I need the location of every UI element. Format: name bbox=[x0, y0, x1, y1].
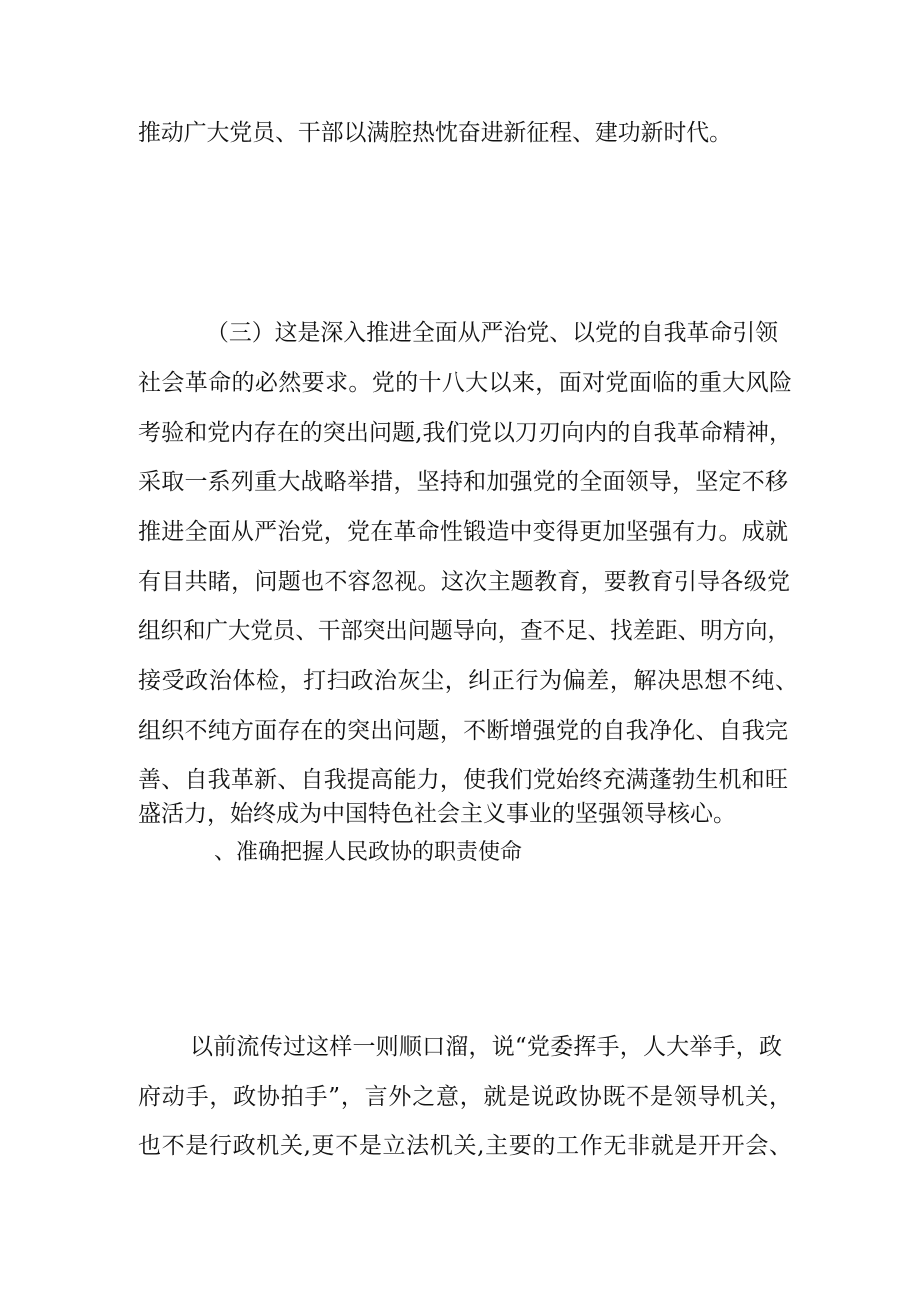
text-line: 有目共睹，问题也不容忽视。这次主题教育，要教育引导各级党 bbox=[138, 569, 790, 595]
text-line: 接受政治体检，打扫政治灰尘，纠正行为偏差，解决思想不纯、 bbox=[138, 668, 798, 694]
text-line: （三）这是深入推进全面从严治党、以党的自我革命引领 bbox=[206, 320, 778, 346]
text-line: 推进全面从严治党，党在革命性锻造中变得更加坚强有力。成就 bbox=[138, 519, 788, 545]
text-line: 考验和党内存在的突出问题,我们党以刀刃向内的自我革命精神， bbox=[138, 420, 792, 446]
text-line: 以前流传过这样一则顺口溜，说“党委挥手，人大举手，政 bbox=[190, 1034, 782, 1060]
text-line: 也不是行政机关,更不是立法机关,主要的工作无非就是开开会、 bbox=[138, 1133, 792, 1159]
text-line: 善、自我革新、自我提高能力，使我们党始终充满蓬勃生机和旺 bbox=[138, 767, 788, 793]
text-line: 盛活力，始终成为中国特色社会主义事业的坚强领导核心。 bbox=[138, 801, 736, 827]
text-line: 组织不纯方面存在的突出问题，不断增强党的自我净化、自我完 bbox=[138, 718, 788, 744]
section-heading: 、准确把握人民政协的职责使命 bbox=[214, 840, 523, 865]
text-line: 采取一系列重大战略举措，坚持和加强党的全面领导，坚定不移 bbox=[138, 469, 788, 495]
text-line: 组织和广大党员、干部突出问题导向，查不足、找差距、明方向， bbox=[138, 618, 790, 644]
text-line: 社会革命的必然要求。党的十八大以来，面对党面临的重大风险 bbox=[138, 370, 792, 396]
text-line: 府动手，政协拍手”，言外之意，就是说政协既不是领导机关， bbox=[138, 1084, 792, 1110]
text-line: 推动广大党员、干部以满腔热忱奋进新征程、建功新时代。 bbox=[138, 120, 732, 146]
